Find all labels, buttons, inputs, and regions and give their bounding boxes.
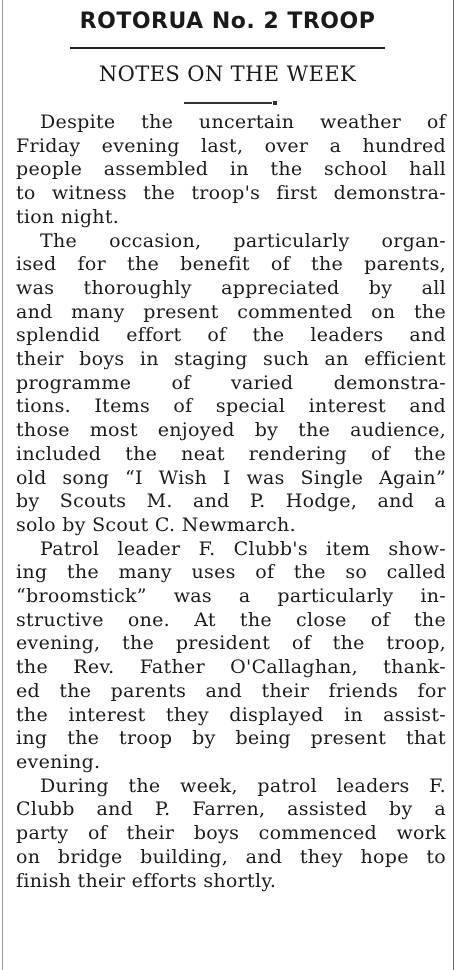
column-rule-left <box>2 0 3 970</box>
text-line: Patrol leader F. Clubb's item show- <box>40 537 446 560</box>
paragraph-3 <box>16 538 446 775</box>
text-line: “broomstick” was a particularly in- <box>16 585 446 608</box>
text-line: was thoroughly appreciated by all <box>16 276 446 299</box>
text-line: structive one. At the close of the <box>16 608 446 631</box>
text-line: Clubb and P. Farren, assisted by a <box>16 798 446 821</box>
text-line: those most enjoyed by the audience, <box>16 419 446 442</box>
text-line: evening. <box>16 750 101 773</box>
text-line: old song “I Wish I was Single Again” <box>16 466 446 489</box>
section-dash <box>184 102 272 104</box>
paragraph-1 <box>16 111 446 230</box>
article-headline: ROTORUA No. 2 TROOP <box>79 9 376 34</box>
section-dash-dot <box>273 101 277 105</box>
text-line: ised for the benefit of the parents, <box>16 253 446 276</box>
article-body <box>16 111 446 893</box>
text-line: splendid effort of the leaders and <box>16 324 446 347</box>
text-line: and many present commented on the <box>16 300 446 323</box>
article-subheadline: NOTES ON THE WEEK <box>98 62 357 86</box>
text-line: their boys in staging such an efficient <box>16 348 446 371</box>
column-rule-right <box>453 0 454 970</box>
text-line: the interest they displayed in assist- <box>16 703 446 726</box>
text-line: ing the troop by being present that <box>16 727 446 750</box>
text-line: ed the parents and their friends for <box>16 679 446 702</box>
text-line: evening, the president of the troop, <box>16 632 446 655</box>
text-line: on bridge building, and they hope to <box>16 845 446 868</box>
headline-rule <box>70 47 385 49</box>
paragraph-4 <box>16 775 446 894</box>
text-line: ing the many uses of the so called <box>16 561 446 584</box>
text-line: finish their efforts shortly. <box>16 869 277 892</box>
paragraph-2 <box>16 230 446 538</box>
text-line: people assembled in the school hall <box>16 158 446 181</box>
text-line: by Scouts M. and P. Hodge, and a <box>16 490 446 513</box>
text-line: The occasion, particularly organ- <box>40 229 446 252</box>
text-line: tions. Items of special interest and <box>16 395 446 418</box>
text-line: tion night. <box>16 205 120 228</box>
text-line: Despite the uncertain weather of <box>40 111 446 133</box>
text-line: party of their boys commenced work <box>16 822 446 845</box>
text-line: included the neat rendering of the <box>16 442 446 465</box>
text-line: Friday evening last, over a hundred <box>16 134 446 157</box>
text-line: to witness the troop's first demonstra- <box>16 182 446 205</box>
text-line: During the week, patrol leaders F. <box>40 774 446 797</box>
text-line: solo by Scout C. Newmarch. <box>16 513 296 536</box>
text-line: programme of varied demonstra- <box>16 371 446 394</box>
text-line: the Rev. Father O'Callaghan, thank- <box>16 656 446 679</box>
